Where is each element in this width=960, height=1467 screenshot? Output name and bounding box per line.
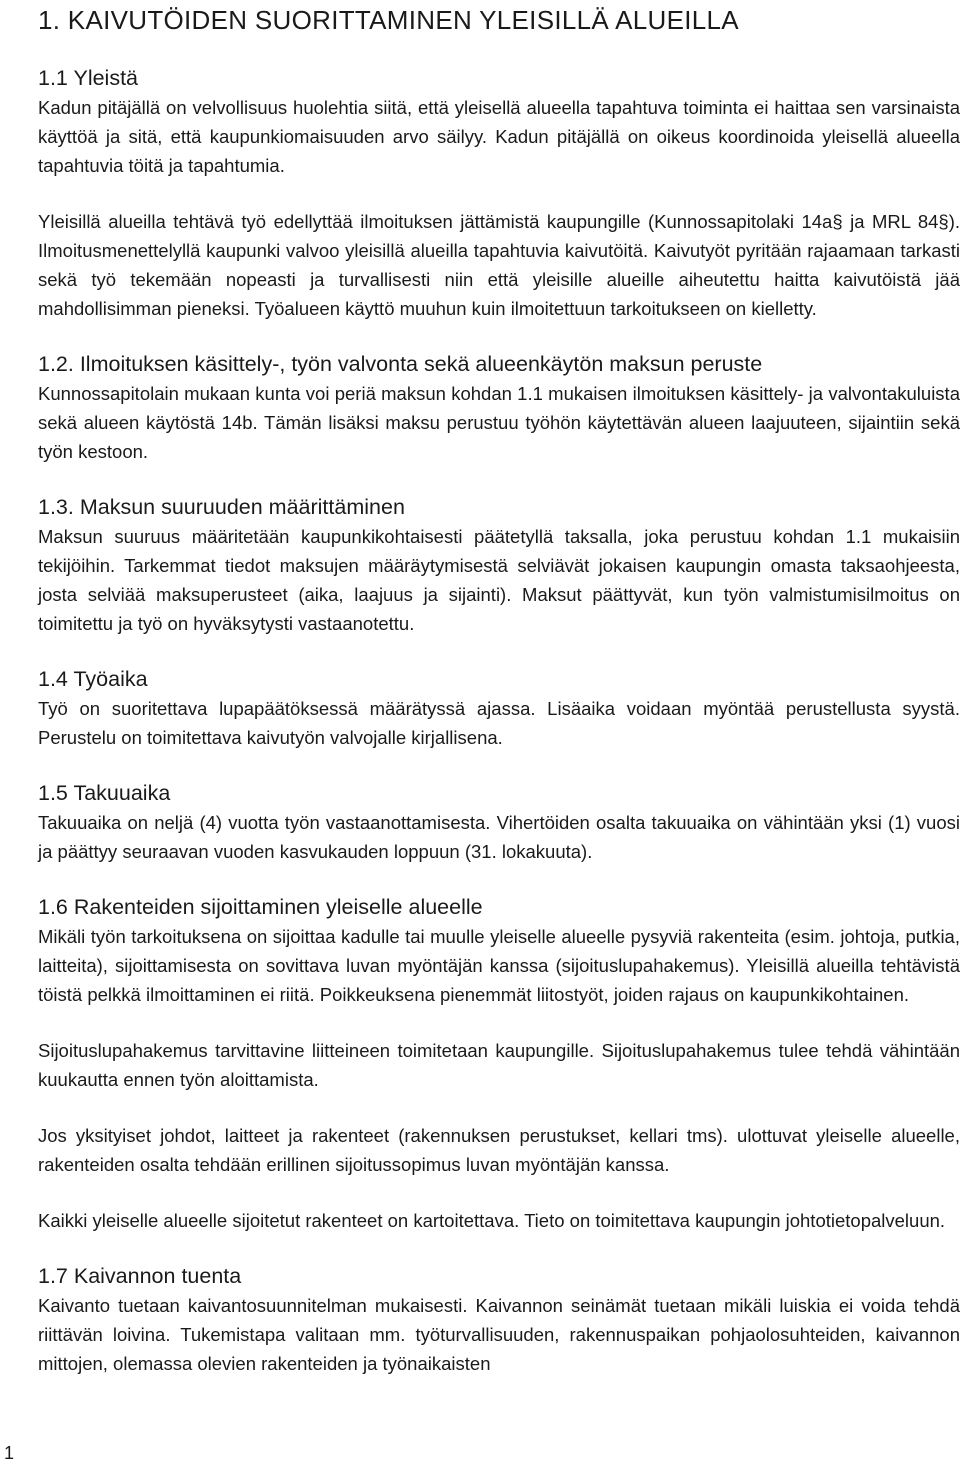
paragraph: Kadun pitäjällä on velvollisuus huolehtia siitä, että yleisellä alueella tapahtuva toiminta ei haittaa sen varsinaista käyttöä ja sitä, että kaupunkiomaisuuden arvo säilyy. Kadun pitäjällä on oikeus koordinoida yleisellä alueella tapahtuvia töitä ja tapahtumia. [38, 97, 960, 176]
paragraph: Maksun suuruus määritetään kaupunkikohtaisesti päätetyllä taksalla, joka perustuu kohdan 1.1 mukaisiin tekijöihin. Tarkemmat tiedot maksujen määräytymisestä selviävät jokaisen kaupungin omasta taksaohjeesta, josta selviää maksuperusteet (aika, laajuus ja sijainti). Maksut päättyvät, kun työn valmistumisilmoitus on toimitettu ja työ on hyväksytysti vastaanotettu. [38, 526, 960, 634]
paragraph: Mikäli työn tarkoituksena on sijoittaa kadulle tai muulle yleiselle alueelle pysyviä rakenteita (esim. johtoja, putkia, laitteita), sijoittamisesta on sovittava luvan myöntäjän kanssa (sijoituslupahakemus). Yleisillä alueilla tehtävistä töistä pelkkä ilmoittaminen ei riitä. Poikkeuksena pienemmät liitostyöt, joiden rajaus on kaupunkikohtainen. [38, 926, 960, 1005]
document-body [38, 64, 960, 1405]
section-ilmoituksen-kasittely [38, 350, 960, 466]
paragraph: Kaivanto tuetaan kaivantosuunnitelman mukaisesti. Kaivannon seinämät tuetaan mikäli luiskia ei voida tehdä riittävän loivina. Tukemistapa valitaan mm. työturvallisuuden, rakennuspaikan pohjaolosuhteiden, kaivannon mittojen, olemassa olevien rakenteiden ja työnaikaisten [38, 1295, 960, 1374]
paragraph: Sijoituslupahakemus tarvittavine liitteineen toimitetaan kaupungille. Sijoituslupahakemus tulee tehdä vähintään kuukautta ennen työn aloittamista. [38, 1040, 960, 1090]
section-heading: 1.1 Yleistä [38, 66, 139, 90]
paragraph: Kunnossapitolain mukaan kunta voi periä maksun kohdan 1.1 mukaisen ilmoituksen käsittely- ja valvontakuluista sekä alueen käytöstä 14b. Tämän lisäksi maksu perustuu työhön käytettävän alueen laajuuteen, sijaintiin sekä työn kestoon. [38, 383, 960, 462]
section-rakenteiden-sijoittaminen [38, 893, 960, 1235]
paragraph: Työ on suoritettava lupapäätöksessä määrätyssä ajassa. Lisäaika voidaan myöntää perustellusta syystä. Perustelu on toimitettava kaivutyön valvojalle kirjallisena. [38, 698, 960, 748]
paragraph: Kaikki yleiselle alueelle sijoitetut rakenteet on kartoitettava. Tieto on toimitettava kaupungin johtotietopalveluun. [38, 1210, 946, 1231]
section-kaivannon-tuenta [38, 1262, 960, 1378]
section-heading: 1.3. Maksun suuruuden määrittäminen [38, 495, 405, 519]
paragraph: Yleisillä alueilla tehtävä työ edellyttää ilmoituksen jättämistä kaupungille (Kunnossapitolaki 14a§ ja MRL 84§). Ilmoitusmenettelyllä kaupunki valvoo yleisillä alueilla tapahtuvia kaivutöitä. Kaivutyöt pyritään rajaamaan tarkasti sekä työ tekemään nopeasti ja turvallisesti niin että yleisille alueille aiheutettu haitta kaivutöistä jää mahdollisimman pieneksi. Työalueen käyttö muuhun kuin ilmoitettuun tarkoitukseen on kielletty. [38, 211, 960, 319]
section-yleista [38, 64, 960, 323]
section-takuuaika [38, 779, 960, 866]
section-heading: 1.6 Rakenteiden sijoittaminen yleiselle alueelle [38, 895, 483, 919]
section-heading: 1.5 Takuuaika [38, 781, 171, 805]
section-tyoaika [38, 665, 960, 752]
page-title: 1. KAIVUTÖIDEN SUORITTAMINEN YLEISILLÄ ALUEILLA [38, 5, 739, 35]
section-heading: 1.2. Ilmoituksen käsittely-, työn valvonta sekä alueenkäytön maksun peruste [38, 352, 763, 376]
page-number: 1 [4, 1443, 15, 1463]
paragraph: Jos yksityiset johdot, laitteet ja rakenteet (rakennuksen perustukset, kellari tms). ulottuvat yleiselle alueelle, rakenteiden osalta tehdään erillinen sijoitussopimus luvan myöntäjän kanssa. [38, 1125, 960, 1175]
section-heading: 1.7 Kaivannon tuenta [38, 1264, 242, 1288]
section-maksun-suuruus [38, 493, 960, 638]
paragraph: Takuuaika on neljä (4) vuotta työn vastaanottamisesta. Vihertöiden osalta takuuaika on vähintään yksi (1) vuosi ja päättyy seuraavan vuoden kasvukauden loppuun (31. lokakuuta). [38, 812, 960, 862]
section-heading: 1.4 Työaika [38, 667, 148, 691]
